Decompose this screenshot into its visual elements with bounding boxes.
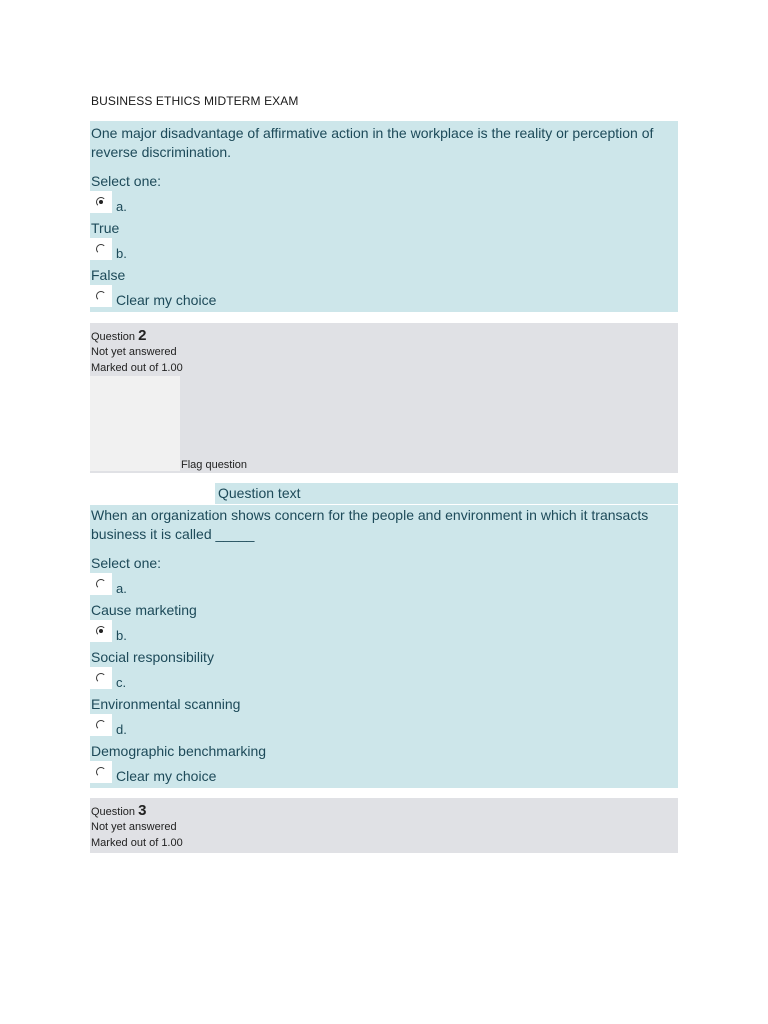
option-letter: b.: [116, 246, 127, 261]
radio-unchecked-icon: [96, 244, 106, 254]
option-letter: b.: [116, 628, 127, 643]
flag-panel: [90, 376, 180, 471]
question-1-block: [90, 121, 678, 312]
question-number: [91, 802, 678, 819]
radio-button[interactable]: [90, 573, 112, 595]
option-a-row[interactable]: [90, 573, 678, 601]
radio-button[interactable]: [90, 714, 112, 736]
radio-checked-icon: [96, 197, 106, 207]
question-word: Question: [91, 331, 136, 343]
option-label: False: [91, 267, 126, 283]
option-a-row[interactable]: [90, 191, 678, 219]
option-label: Environmental scanning: [91, 696, 241, 712]
option-label: True: [91, 220, 120, 236]
document-title: BUSINESS ETHICS MIDTERM EXAM: [91, 94, 299, 108]
option-label: Demographic benchmarking: [91, 743, 267, 759]
radio-checked-icon: [96, 626, 106, 636]
question-2-info: [90, 323, 678, 473]
clear-choice-row[interactable]: [90, 761, 678, 789]
question-number-value: 2: [138, 327, 147, 344]
marks-info: Marked out of 1.00: [91, 837, 183, 849]
question-2-text: When an organization shows concern for the people and environment in which it transacts business it is called _____: [91, 507, 649, 542]
radio-unchecked-icon: [96, 767, 106, 777]
option-label: Social responsibility: [91, 649, 214, 665]
option-letter: a.: [116, 199, 127, 214]
clear-choice-row[interactable]: [90, 285, 678, 313]
question-3-info: [90, 798, 678, 853]
option-b-row[interactable]: [90, 620, 678, 648]
answer-status: Not yet answered: [91, 346, 177, 358]
radio-unchecked-icon: [96, 579, 106, 589]
answer-status: Not yet answered: [91, 821, 177, 833]
radio-button[interactable]: [90, 238, 112, 260]
option-b-row[interactable]: [90, 238, 678, 266]
radio-unchecked-icon: [96, 720, 106, 730]
question-2-block: [90, 505, 678, 788]
flag-question-link[interactable]: Flag question: [181, 459, 248, 471]
radio-button[interactable]: [90, 285, 112, 307]
question-word: Question: [91, 806, 136, 818]
radio-button[interactable]: [90, 191, 112, 213]
question-number-value: 3: [138, 802, 147, 819]
question-1-text: One major disadvantage of affirmative action in the workplace is the reality or perception of reverse discrimination.: [91, 125, 654, 160]
clear-choice-link[interactable]: Clear my choice: [116, 292, 217, 308]
marks-info: Marked out of 1.00: [91, 362, 183, 374]
radio-button[interactable]: [90, 667, 112, 689]
radio-button[interactable]: [90, 761, 112, 783]
option-d-row[interactable]: [90, 714, 678, 742]
clear-choice-link[interactable]: Clear my choice: [116, 768, 217, 784]
radio-unchecked-icon: [96, 291, 106, 301]
radio-button[interactable]: [90, 620, 112, 642]
option-letter: d.: [116, 722, 127, 737]
option-label: Cause marketing: [91, 602, 197, 618]
select-one-label: Select one:: [91, 555, 162, 571]
radio-unchecked-icon: [96, 673, 106, 683]
question-number: [91, 327, 678, 344]
select-one-label: Select one:: [91, 173, 162, 189]
question-text-header: Question text: [215, 483, 678, 504]
option-c-row[interactable]: [90, 667, 678, 695]
option-letter: a.: [116, 581, 127, 596]
option-letter: c.: [116, 675, 127, 690]
